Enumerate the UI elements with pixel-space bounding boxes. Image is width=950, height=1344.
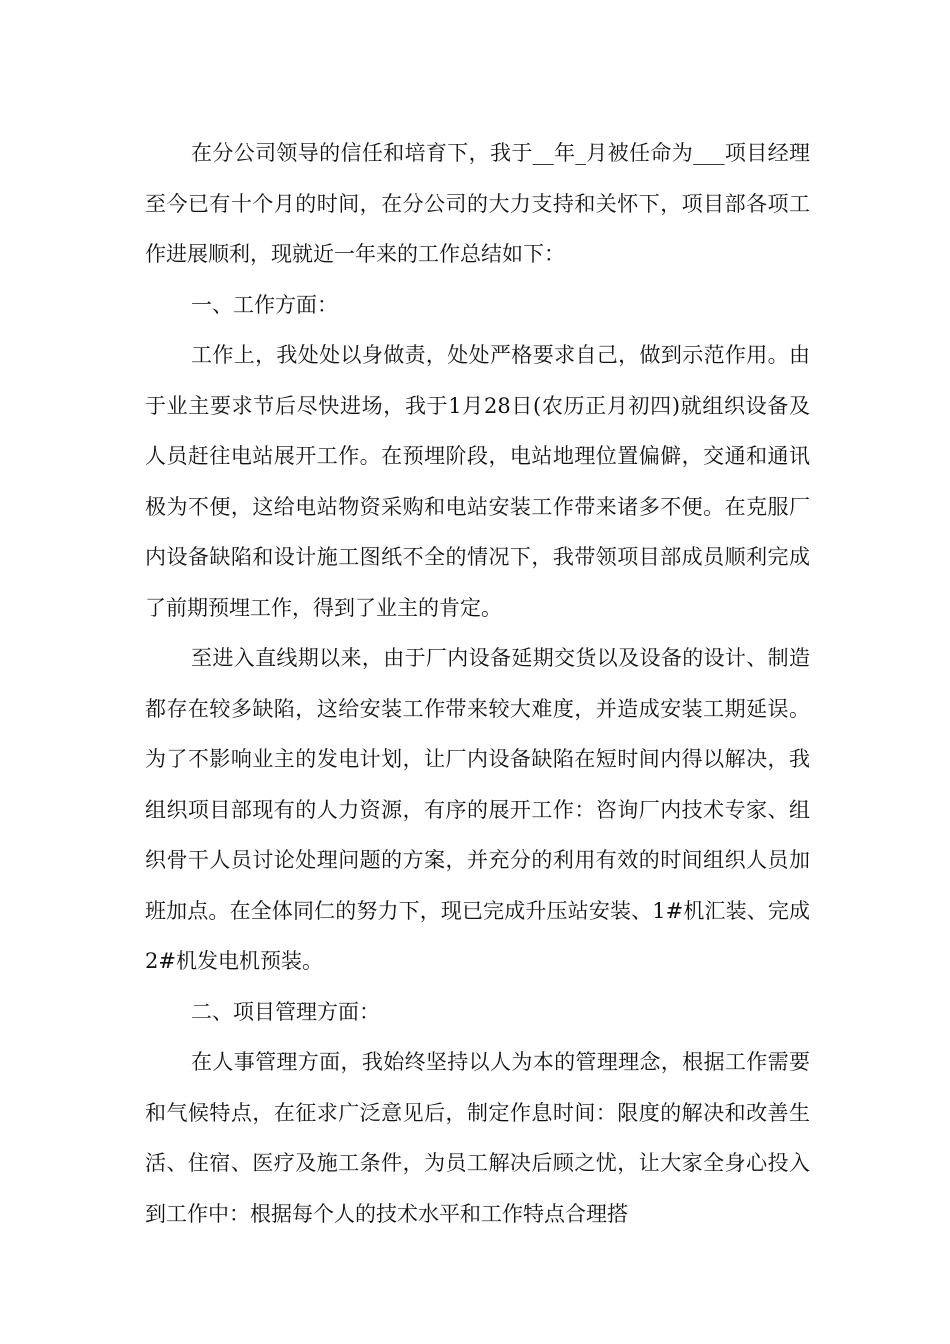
intro-paragraph: 在分公司领导的信任和培育下，我于__年_月被任命为___项目经理至今已有十个月的时间，在分公司的大力支持和关怀下，项目部各项工作进展顺利，现就近一年来的工作总结如下： [145, 141, 810, 266]
section-heading-work: 一、工作方面： [191, 292, 338, 317]
work-paragraph-1: 工作上，我处处以身做责，处处严格要求自己，做到示范作用。由于业主要求节后尽快进场，我于1月28日(农历正月初四)就组织设备及人员赶往电站展开工作。在预埋阶段，电站地理位置偏僻，交通和通讯极为不便，这给电站物资采购和电站安装工作带来诸多不便。在克服厂内设备缺陷和设计施工图纸不全的情况下，我带领项目部成员顺利完成了前期预埋工作，得到了业主的肯定。 [145, 343, 810, 620]
work-paragraph-2: 至进入直线期以来，由于厂内设备延期交货以及设备的设计、制造都存在较多缺陷，这给安装工作带来较大难度，并造成安装工期延误。为了不影响业主的发电计划，让厂内设备缺陷在短时间内得以解决，我组织项目部现有的人力资源，有序的展开工作：咨询厂内技术专家、组织骨干人员讨论处理问题的方案，并充分的利用有效的时间组织人员加班加点。在全体同仁的努力下，现已完成升压站安装、1#机汇装、完成2#机发电机预装。 [145, 646, 810, 973]
section-heading-management: 二、项目管理方面： [191, 999, 380, 1024]
document-body [145, 128, 810, 1239]
management-paragraph-1: 在人事管理方面，我始终坚持以人为本的管理理念，根据工作需要和气候特点，在征求广泛意见后，制定作息时间：限度的解决和改善生活、住宿、医疗及施工条件，为员工解决后顾之忧，让大家全身心投入到工作中：根据每个人的技术水平和工作特点合理搭 [145, 1050, 810, 1226]
